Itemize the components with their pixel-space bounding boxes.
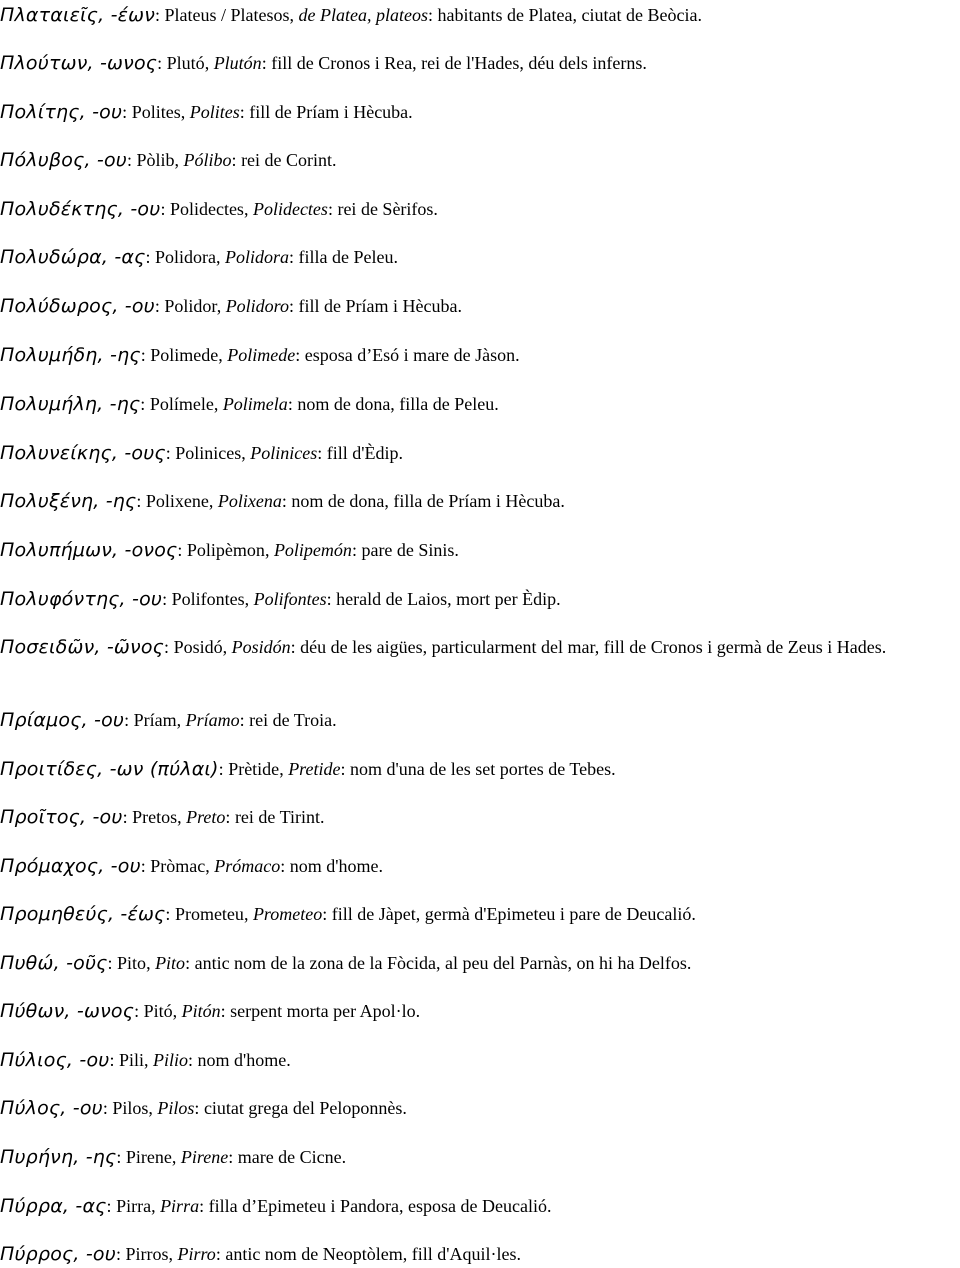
greek-headword: Πύθων, -ωνος [0,1000,135,1022]
spanish-name: Prometeo [252,904,323,924]
catalan-name: Polipèmon [186,540,265,560]
greek-headword: Πολυδώρα, -ας [0,246,146,268]
definition-text: serpent morta per Apol·lo. [230,1001,421,1021]
greek-headword: Πολυμήλη, -ης [0,393,141,415]
greek-headword: Πρόμαχος, -ου [0,855,141,877]
glossary-entry: Πολυμήδη, -ης: Polimede, Polimede: esposa d’Esó i mare de Jàson. [0,344,520,366]
greek-headword: Πύλιος, -ου [0,1049,110,1071]
definition-text: rei de Tirint. [234,807,325,827]
glossary-entry: Πολυξένη, -ης: Polixene, Polixena: nom de dona, filla de Príam i Hècuba. [0,490,565,512]
greek-headword: Πολύδωρος, -ου [0,295,155,317]
greek-headword: Πολυμήδη, -ης [0,344,141,366]
spanish-name: Pirra [160,1196,200,1216]
glossary-entry: Πύθων, -ωνος: Pitó, Pitón: serpent morta per Apol·lo. [0,1000,421,1022]
definition-text: nom de dona, filla de Peleu. [297,394,499,414]
glossary-entry: Πύλος, -ου: Pilos, Pilos: ciutat grega del Peloponnès. [0,1097,407,1119]
catalan-name: Pirra [116,1196,152,1216]
catalan-name: Polidora [155,247,216,267]
definition-text: fill de Príam i Hècuba. [298,296,462,316]
catalan-name: Pirros [125,1244,169,1264]
catalan-name: Pito [117,953,147,973]
greek-headword: Πυθώ, -οῦς [0,952,108,974]
catalan-name: Príam [133,710,177,730]
definition-text: fill de Jàpet, germà d'Epimeteu i pare de Deucalió. [331,904,696,924]
greek-headword: Προμηθεύς, -έως [0,903,166,925]
catalan-name: Polixene [145,491,209,511]
catalan-name: Prometeu [174,904,244,924]
greek-headword: Ποσειδῶν, -ῶνος [0,636,165,658]
definition-text: fill d'Èdip. [326,443,404,463]
catalan-name: Polimede [150,345,219,365]
spanish-name: Pilos [157,1098,195,1118]
spanish-name: Pretide [288,759,341,779]
glossary-entry: Ποσειδῶν, -ῶνος: Posidó, Posidón: déu de les aigües, particularment del mar, fill de Cronos i germà de Zeus i Hades. [0,636,887,658]
catalan-name: Plutó [166,53,205,73]
spanish-name: Polifontes [253,589,327,609]
catalan-name: Pilos [112,1098,149,1118]
greek-headword: Πολυπήμων, -ονος [0,539,178,561]
spanish-name: Pólibo [183,150,232,170]
spanish-name: Pirene [180,1147,229,1167]
definition-text: nom d'home. [289,856,384,876]
greek-headword: Πλούτων, -ωνος [0,52,158,74]
greek-headword: Προιτίδες, -ων (πύλαι) [0,758,219,780]
catalan-name: Plateus / Platesos [164,5,290,25]
spanish-name: Polipemón [273,540,352,560]
catalan-name: Polinices [175,443,242,463]
definition-text: déu de les aigües, particularment del mar, fill de Cronos i germà de Zeus i Hades. [300,637,887,657]
glossary-entry: Πρόμαχος, -ου: Pròmac, Prómaco: nom d'home. [0,855,384,877]
definition-text: antic nom de la zona de la Fòcida, al peu del Parnàs, on hi ha Delfos. [194,953,692,973]
greek-headword: Πόλυβος, -ου [0,149,128,171]
catalan-name: Polímele [149,394,214,414]
catalan-name: Pòlib [136,150,175,170]
catalan-name: Pròmac [150,856,206,876]
catalan-name: Prètide [228,759,280,779]
catalan-name: Polidectes [169,199,244,219]
glossary-entry: Πλούτων, -ωνος: Plutó, Plutón: fill de Cronos i Rea, rei de l'Hades, déu dels inferns. [0,52,647,74]
definition-text: fill de Príam i Hècuba. [249,102,413,122]
spanish-name: Polidoro [225,296,290,316]
definition-text: filla de Peleu. [298,247,398,267]
spanish-name: Pito [155,953,186,973]
glossary-entry: Πυθώ, -οῦς: Pito, Pito: antic nom de la zona de la Fòcida, al peu del Parnàs, on hi ha Delfos. [0,952,692,974]
spanish-name: Polimede [227,345,296,365]
glossary-entry: Πολίτης, -ου: Polites, Polites: fill de Príam i Hècuba. [0,101,413,123]
spanish-name: Polinices [250,443,318,463]
catalan-name: Pretos [132,807,178,827]
glossary-entry: Πολύδωρος, -ου: Polidor, Polidoro: fill de Príam i Hècuba. [0,295,462,317]
greek-headword: Πολυξένη, -ης [0,490,137,512]
greek-headword: Πολυφόντης, -ου [0,588,163,610]
definition-text: fill de Cronos i Rea, rei de l'Hades, déu dels inferns. [271,53,647,73]
spanish-name: Polidora [225,247,290,267]
catalan-name: Polites [131,102,181,122]
definition-text: mare de Cicne. [237,1147,347,1167]
glossary-entry: Προιτίδες, -ων (πύλαι): Prètide, Pretide: nom d'una de les set portes de Tebes. [0,758,616,780]
spanish-name: Plutón [213,53,262,73]
greek-headword: Πλαταιεῖς, -έων [0,4,156,26]
definition-text: antic nom de Neoptòlem, fill d'Aquil·les. [225,1244,522,1264]
glossary-entry: Προῖτος, -ου: Pretos, Preto: rei de Tirint. [0,806,325,828]
greek-headword: Πολυνείκης, -ους [0,442,166,464]
spanish-name: Polimela [222,394,288,414]
greek-headword: Πύρρα, -ας [0,1195,107,1217]
glossary-entry: Προμηθεύς, -έως: Prometeu, Prometeo: fill de Jàpet, germà d'Epimeteu i pare de Deucalió. [0,903,696,925]
spanish-name: Pilio [153,1050,189,1070]
definition-text: rei de Corint. [241,150,337,170]
spanish-name: Polidectes [252,199,328,219]
glossary-entry: Πολυνείκης, -ους: Polinices, Polinices: fill d'Èdip. [0,442,404,464]
greek-headword: Πολίτης, -ου [0,101,123,123]
glossary-entry: Πολυμήλη, -ης: Polímele, Polimela: nom de dona, filla de Peleu. [0,393,499,415]
greek-headword: Πύλος, -ου [0,1097,103,1119]
spanish-name: Polites [189,102,240,122]
definition-text: rei de Sèrifos. [337,199,438,219]
glossary-entry: Πολυπήμων, -ονος: Polipèmon, Polipemón: pare de Sinis. [0,539,459,561]
definition-text: nom d'home. [197,1050,291,1070]
spanish-name: Pirro [177,1244,216,1264]
greek-headword: Προῖτος, -ου [0,806,123,828]
glossary-entry: Πρίαμος, -ου: Príam, Príamo: rei de Troia. [0,709,337,731]
spanish-name: Posidón [231,637,291,657]
glossary-entry: Πυρήνη, -ης: Pirene, Pirene: mare de Cicne. [0,1146,347,1168]
glossary-entry: Πύλιος, -ου: Pili, Pilio: nom d'home. [0,1049,291,1071]
spanish-name: Príamo [185,710,240,730]
catalan-name: Pili [119,1050,145,1070]
glossary-entry: Πολυφόντης, -ου: Polifontes, Polifontes: herald de Laios, mort per Èdip. [0,588,561,610]
catalan-name: Posidó [173,637,223,657]
catalan-name: Pitó [143,1001,173,1021]
definition-text: rei de Troia. [249,710,337,730]
catalan-name: Polifontes [171,589,245,609]
glossary-entry: Πολυδέκτης, -ου: Polidectes, Polidectes: rei de Sèrifos. [0,198,438,220]
greek-headword: Πύρρος, -ου [0,1243,116,1265]
glossary-entry: Πόλυβος, -ου: Pòlib, Pólibo: rei de Corint. [0,149,337,171]
glossary-entry: Πολυδώρα, -ας: Polidora, Polidora: filla de Peleu. [0,246,398,268]
definition-text: nom de dona, filla de Príam i Hècuba. [291,491,565,511]
glossary-entry: Πλαταιεῖς, -έων: Plateus / Platesos, de Platea, plateos: habitants de Platea, ciutat de Beòcia. [0,4,702,26]
catalan-name: Pirene [125,1147,172,1167]
definition-text: nom d'una de les set portes de Tebes. [350,759,616,779]
spanish-name: Pitón [181,1001,221,1021]
greek-headword: Πρίαμος, -ου [0,709,125,731]
definition-text: esposa d’Esó i mare de Jàson. [304,345,520,365]
definition-text: ciutat grega del Peloponnès. [203,1098,407,1118]
definition-text: pare de Sinis. [361,540,459,560]
greek-headword: Πολυδέκτης, -ου [0,198,161,220]
definition-text: filla d’Epimeteu i Pandora, esposa de Deucalió. [208,1196,552,1216]
glossary-entry: Πύρρος, -ου: Pirros, Pirro: antic nom de Neoptòlem, fill d'Aquil·les. [0,1243,522,1265]
definition-text: habitants de Platea, ciutat de Beòcia. [437,5,702,25]
greek-headword: Πυρήνη, -ης [0,1146,117,1168]
spanish-name: Prómaco [214,856,281,876]
spanish-name: Polixena [217,491,282,511]
spanish-name: Preto [186,807,226,827]
catalan-name: Polidor [164,296,217,316]
definition-text: herald de Laios, mort per Èdip. [336,589,561,609]
spanish-name: de Platea, plateos [298,5,429,25]
glossary-entry: Πύρρα, -ας: Pirra, Pirra: filla d’Epimeteu i Pandora, esposa de Deucalió. [0,1195,552,1217]
